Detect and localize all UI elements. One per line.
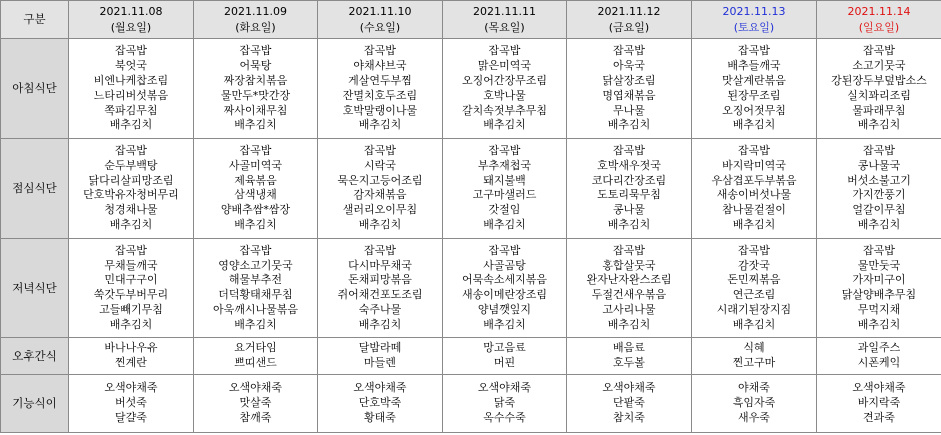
menu-item: 달걀죽 (115, 410, 147, 424)
menu-item: 잡곡밥 (364, 144, 396, 158)
menu-item: 비엔나케찹조림 (93, 73, 169, 87)
menu-item: 오징어간장무조림 (461, 73, 547, 87)
menu-item: 잡곡밥 (613, 243, 645, 257)
menu-item: 식혜 (743, 341, 765, 355)
meal-cell (69, 374, 194, 432)
menu-item: 머핀 (493, 356, 516, 370)
menu-item: 코다리간장조림 (591, 173, 667, 187)
day-date: 2021.11.09 (224, 4, 287, 18)
menu-item: 쪽파김무침 (104, 103, 158, 117)
menu-item: 배추김치 (234, 317, 277, 331)
day-date: 2021.11.11 (473, 4, 536, 18)
meal-cell (692, 238, 817, 338)
menu-item: 닭죽 (493, 396, 516, 410)
menu-item: 맛살계란볶음 (722, 73, 786, 87)
meal-row (1, 39, 941, 139)
menu-item: 잡곡밥 (488, 144, 521, 158)
menu-item: 돼지불백 (483, 173, 526, 187)
day-date: 2021.11.12 (597, 4, 661, 18)
menu-item: 도토리묵무침 (597, 188, 661, 202)
menu-item: 어묵탕 (239, 59, 272, 73)
meal-cell (318, 139, 443, 239)
day-weekday: (일요일) (858, 20, 900, 34)
meal-row-label: 저녁식단 (1, 238, 69, 338)
meal-cell (692, 374, 817, 432)
menu-item: 찐계란 (115, 356, 147, 370)
menu-item: 배음료 (613, 341, 645, 355)
menu-item: 바지락미역국 (722, 158, 786, 172)
menu-item: 갓절임 (488, 203, 521, 217)
menu-item: 잡곡밥 (613, 44, 645, 58)
meal-cell (318, 39, 443, 139)
menu-item: 배추김치 (607, 317, 651, 331)
meal-cell (443, 238, 567, 338)
menu-item: 참나물겉절이 (722, 203, 786, 217)
menu-item: 양배추쌈*쌈장 (220, 203, 291, 217)
menu-item: 실치꽈리조림 (847, 88, 911, 102)
menu-item: 물만두*맛간장 (220, 88, 291, 102)
menu-item: 사골곰탕 (483, 258, 526, 272)
day-header (567, 1, 692, 39)
menu-item: 북엇국 (115, 59, 147, 73)
menu-item: 삼색냉채 (234, 188, 277, 202)
meal-cell (817, 338, 941, 374)
day-date: 2021.11.10 (348, 4, 412, 18)
menu-item: 잡곡밥 (488, 243, 521, 257)
menu-item: 잡곡밥 (613, 144, 645, 158)
menu-item: 잡곡밥 (239, 144, 272, 158)
menu-item: 배추김치 (234, 118, 277, 132)
day-header (692, 1, 817, 39)
day-weekday: (화요일) (235, 20, 276, 34)
meal-cell (318, 338, 443, 374)
menu-item: 고구마샐러드 (472, 188, 537, 202)
menu-item: 배추김치 (234, 218, 277, 232)
menu-item: 오색야채죽 (353, 381, 407, 395)
menu-item: 짜장참치볶음 (223, 73, 288, 87)
meal-row-label: 기능식이 (1, 374, 69, 432)
menu-item: 영양소고기뭇국 (218, 258, 293, 272)
menu-item: 잡곡밥 (115, 44, 147, 58)
meal-cell (817, 374, 941, 432)
menu-item: 물만둣국 (857, 258, 901, 272)
menu-item: 홍합살뭇국 (602, 258, 656, 272)
menu-item: 돈채피망볶음 (348, 273, 412, 287)
menu-item: 더덕황태채무침 (218, 288, 293, 302)
meal-cell (692, 139, 817, 239)
menu-item: 무채들깨국 (104, 258, 158, 272)
menu-item: 배추김치 (732, 317, 776, 331)
menu-item: 단호박유자청버무리 (83, 188, 179, 202)
day-header (194, 1, 318, 39)
menu-item: 사골미역국 (228, 158, 283, 172)
menu-item: 쁘띠샌드 (234, 356, 277, 370)
menu-item: 배추김치 (607, 218, 651, 232)
meal-cell (69, 338, 194, 374)
menu-item: 요거타임 (234, 341, 277, 355)
menu-item: 민대구구이 (104, 273, 158, 287)
menu-item: 묵은지고등어조림 (337, 173, 423, 187)
menu-item: 버섯죽 (115, 396, 147, 410)
menu-item: 호박새우젓국 (597, 158, 661, 172)
meal-cell (567, 374, 692, 432)
day-date: 2021.11.13 (722, 4, 786, 18)
menu-item: 잔멸치호두조림 (342, 88, 418, 102)
day-weekday: (목요일) (484, 20, 525, 34)
menu-item: 강된장두부덮밥소스 (831, 73, 927, 87)
menu-item: 바나나우유 (104, 341, 158, 355)
menu-item: 아욱깨시나물볶음 (212, 302, 298, 316)
menu-item: 완자난자완스조림 (586, 273, 672, 287)
menu-item: 마들렌 (364, 356, 396, 370)
menu-item: 양념깻잎지 (477, 302, 532, 316)
menu-item: 무나물 (613, 103, 645, 117)
meal-cell (817, 39, 941, 139)
menu-item: 맛살죽 (239, 396, 272, 410)
meal-cell (692, 338, 817, 374)
menu-item: 시래기된장지짐 (716, 302, 792, 316)
menu-item: 잡곡밥 (738, 144, 770, 158)
menu-item: 배추김치 (607, 118, 651, 132)
meal-row (1, 338, 941, 374)
day-date: 2021.11.08 (99, 4, 163, 18)
menu-item: 고들빼기무침 (99, 302, 163, 316)
meal-cell (194, 374, 318, 432)
day-date: 2021.11.14 (847, 4, 911, 18)
menu-item: 해물부추전 (228, 273, 283, 287)
menu-item: 무먹지채 (857, 302, 901, 316)
menu-item: 잡곡밥 (738, 243, 770, 257)
menu-item: 감잣국 (738, 258, 770, 272)
menu-item: 쑥갓두부버무리 (93, 288, 169, 302)
menu-item: 잡곡밥 (364, 243, 396, 257)
meal-cell (318, 374, 443, 432)
day-header (318, 1, 443, 39)
menu-item: 잡곡밥 (738, 44, 770, 58)
menu-item: 견과죽 (863, 410, 895, 424)
day-header (443, 1, 567, 39)
day-header (817, 1, 941, 39)
menu-item: 시락국 (364, 158, 396, 172)
menu-item: 배추김치 (109, 118, 153, 132)
menu-item: 흑임자죽 (732, 396, 776, 410)
menu-item: 맑은미역국 (477, 59, 532, 73)
menu-item: 된장무조림 (727, 88, 781, 102)
menu-item: 다시마무채국 (348, 258, 412, 272)
menu-item: 오색야채죽 (228, 381, 283, 395)
menu-item: 오징어젓무침 (722, 103, 786, 117)
menu-item: 배추김치 (109, 218, 153, 232)
meal-row-label: 오후간식 (1, 338, 69, 374)
meal-cell (194, 139, 318, 239)
menu-item: 찐고구마 (732, 356, 776, 370)
meal-cell (443, 374, 567, 432)
meal-cell (194, 338, 318, 374)
menu-item: 배추김치 (857, 218, 901, 232)
menu-item: 게살연두부찜 (348, 73, 412, 87)
day-header (69, 1, 194, 39)
corner-label: 구분 (1, 1, 69, 39)
meal-cell (817, 238, 941, 338)
menu-item: 갈치속젓부추무침 (461, 103, 547, 117)
menu-item: 배추김치 (483, 317, 526, 331)
menu-item: 새송이메란장조림 (461, 288, 547, 302)
meal-cell (567, 39, 692, 139)
menu-item: 배추김치 (732, 118, 776, 132)
meal-row (1, 238, 941, 338)
menu-item: 배추들깨국 (727, 59, 781, 73)
menu-item: 잡곡밥 (863, 144, 895, 158)
menu-item: 배추김치 (358, 118, 402, 132)
menu-item: 닭다리살피망조림 (88, 173, 174, 187)
menu-item: 오색야채죽 (477, 381, 532, 395)
menu-item: 버섯소불고기 (847, 173, 911, 187)
menu-item: 잡곡밥 (239, 243, 272, 257)
meal-cell (69, 238, 194, 338)
menu-item: 황태죽 (364, 410, 396, 424)
menu-item: 명엽채볶음 (602, 88, 656, 102)
menu-item: 오색야채죽 (602, 381, 656, 395)
menu-item: 잡곡밥 (364, 44, 396, 58)
menu-item: 부추재첩국 (477, 158, 532, 172)
menu-item: 순두부백탕 (104, 158, 158, 172)
menu-item: 호박나물 (483, 88, 526, 102)
menu-item: 짜사이채무침 (223, 103, 288, 117)
day-weekday: (월요일) (110, 20, 152, 34)
menu-item: 청경채나물 (104, 203, 158, 217)
menu-item: 단호박죽 (358, 396, 402, 410)
menu-item: 새송이버섯나물 (716, 188, 792, 202)
meal-cell (443, 338, 567, 374)
menu-item: 배추김치 (732, 218, 776, 232)
menu-item: 잡곡밥 (115, 243, 147, 257)
menu-item: 고사리나물 (602, 302, 656, 316)
meal-cell (69, 139, 194, 239)
menu-item: 호두볼 (613, 356, 645, 370)
menu-item: 야채죽 (738, 381, 770, 395)
meal-cell (318, 238, 443, 338)
menu-item: 우삼겹포두부볶음 (711, 173, 797, 187)
menu-item: 배추김치 (483, 218, 526, 232)
meal-cell (194, 39, 318, 139)
menu-item: 두절건새우볶음 (591, 288, 667, 302)
meal-cell (443, 139, 567, 239)
menu-item: 배추김치 (358, 317, 402, 331)
header-row (1, 1, 941, 39)
menu-item: 배추김치 (857, 118, 901, 132)
menu-item: 옥수수죽 (483, 410, 526, 424)
menu-item: 가자미구이 (852, 273, 906, 287)
menu-item: 가지깐풍기 (852, 188, 906, 202)
meal-row (1, 374, 941, 432)
meal-row-label: 아침식단 (1, 39, 69, 139)
meal-cell (567, 238, 692, 338)
menu-item: 망고음료 (483, 341, 526, 355)
meal-cell (692, 39, 817, 139)
menu-item: 바지락죽 (857, 396, 901, 410)
menu-item: 야채샤브국 (353, 59, 407, 73)
day-weekday: (수요일) (359, 20, 401, 34)
meal-row (1, 139, 941, 239)
menu-item: 참깨죽 (239, 410, 272, 424)
menu-item: 어묵속소세지볶음 (461, 273, 547, 287)
menu-item: 쥐어채건포도조림 (337, 288, 423, 302)
menu-item: 과일주스 (857, 341, 901, 355)
menu-item: 감자채볶음 (353, 188, 407, 202)
menu-item: 얼갈이무침 (852, 203, 906, 217)
meal-cell (443, 39, 567, 139)
menu-item: 배추김치 (857, 317, 901, 331)
menu-item: 잡곡밥 (488, 44, 521, 58)
menu-item: 닭살장조림 (602, 73, 656, 87)
meal-row-label: 점심식단 (1, 139, 69, 239)
menu-item: 샐러리오이무침 (342, 203, 418, 217)
menu-item: 오색야채죽 (852, 381, 906, 395)
menu-item: 배추김치 (483, 118, 526, 132)
menu-item: 배추김치 (358, 218, 402, 232)
meal-cell (817, 139, 941, 239)
menu-item: 참치죽 (613, 410, 645, 424)
menu-item: 시폰케익 (857, 356, 901, 370)
meal-cell (567, 338, 692, 374)
menu-item: 소고기뭇국 (852, 59, 906, 73)
menu-item: 달밤라떼 (358, 341, 402, 355)
menu-item: 제육볶음 (234, 173, 277, 187)
meal-cell (69, 39, 194, 139)
menu-item: 숙주나물 (358, 302, 402, 316)
menu-item: 새우죽 (738, 410, 770, 424)
menu-item: 돈민찌볶음 (727, 273, 781, 287)
menu-item: 오색야채죽 (104, 381, 158, 395)
menu-item: 느타리버섯볶음 (93, 88, 169, 102)
menu-item: 잡곡밥 (239, 44, 272, 58)
meal-cell (194, 238, 318, 338)
menu-item: 단팥죽 (613, 396, 645, 410)
menu-item: 잡곡밥 (115, 144, 147, 158)
menu-item: 잡곡밥 (863, 44, 895, 58)
day-weekday: (금요일) (608, 20, 650, 34)
menu-item: 콩나물국 (857, 158, 901, 172)
menu-item: 물파래무침 (852, 103, 906, 117)
menu-item: 배추김치 (109, 317, 153, 331)
meal-cell (567, 139, 692, 239)
menu-item: 닭살양배추무침 (841, 288, 917, 302)
day-weekday: (토요일) (733, 20, 775, 34)
menu-item: 콩나물 (613, 203, 645, 217)
menu-item: 잡곡밥 (863, 243, 895, 257)
menu-item: 연근조림 (732, 288, 776, 302)
menu-item: 아욱국 (613, 59, 645, 73)
menu-item: 호박말랭이나물 (342, 103, 418, 117)
